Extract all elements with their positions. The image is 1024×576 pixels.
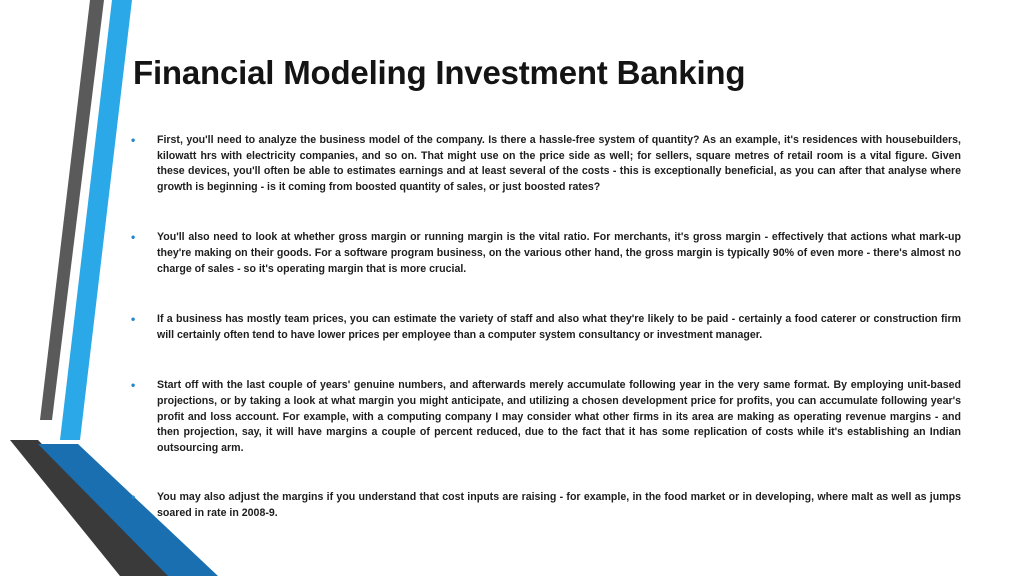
bullet-dot-icon: • xyxy=(131,378,136,393)
bullet-item xyxy=(131,490,961,521)
bullet-text: If a business has mostly team prices, you can estimate the variety of staff and also what they're likely to be paid - certainly a food caterer or construction firm will certainly often tend to have lower prices per employee than a computer system consultancy or investment manager. xyxy=(157,313,961,341)
slide-title: Financial Modeling Investment Banking xyxy=(133,54,746,91)
bullet-dot-icon: • xyxy=(131,230,136,245)
bullet-dot-icon: • xyxy=(131,133,136,147)
bullet-list xyxy=(131,133,961,522)
bullet-item xyxy=(131,312,961,343)
bullet-dot-icon: • xyxy=(131,490,136,505)
bullet-text: You'll also need to look at whether gross margin or running margin is the vital ratio. For merchants, it's gross margin - effectively that actions what mark-up they're making on their goods. For a software program business, on the various other hand, the gross margin is typically 90% of even more - there's almost no charge of sales - so it's operating margin that is more crucial. xyxy=(157,231,961,275)
bullet-text: You may also adjust the margins if you understand that cost inputs are raising - for example, in the food market or in developing, where malt as well as jumps soared in rate in 2008-9. xyxy=(157,491,961,519)
bullet-item xyxy=(131,133,961,195)
bullet-item xyxy=(131,230,961,277)
bullet-text: Start off with the last couple of years' genuine numbers, and afterwards merely accumulate following year in the very same format. By employing unit-based projections, or by taking a look at what margin you might anticipate, and utilizing a chosen development price for profits, you can accumulate following year's profit and loss account. For example, with a computing company I may consider what other firms in its area are making as operating revenue margins - and then projection, say, it will have margins a couple of percent reduced, due to the fact that it has some replication of costs while it's establishing an Indian outsourcing arm. xyxy=(157,379,961,454)
bullet-dot-icon: • xyxy=(131,312,136,327)
bullet-text: First, you'll need to analyze the business model of the company. Is there a hassle-free system of quantity? As an example, it's residences with housebuilders, kilowatt hrs with electricity companies, and so on. That might use on the price side as well; for sellers, square metres of retail room is a vital figure. Given these devices, you'll often be able to estimates earnings and at least several of the costs - this is exceptionally beneficial, as you can after that analyse where growth is beginning - is it coming from boosted quantity of sales, or just boosted rates? xyxy=(157,134,961,193)
bullet-item xyxy=(131,378,961,456)
